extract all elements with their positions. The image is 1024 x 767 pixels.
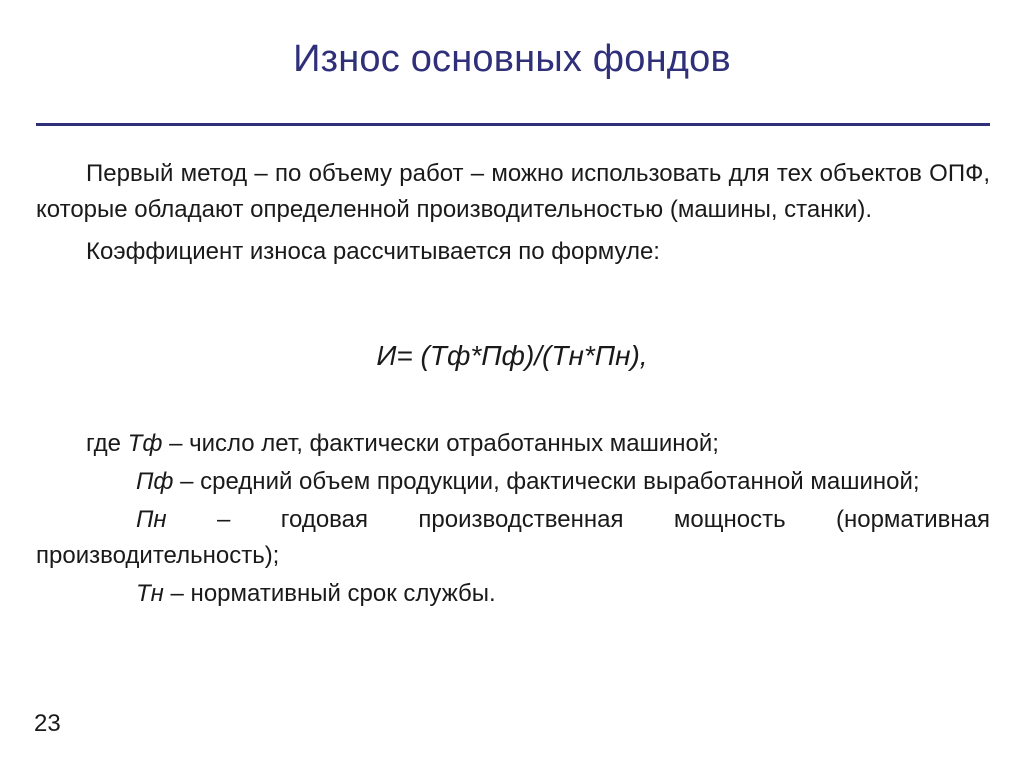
definition-symbol: Пф bbox=[136, 468, 174, 495]
definitions-list bbox=[36, 426, 990, 612]
definition-symbol: Тн bbox=[136, 580, 164, 607]
formula: И= (Тф*Пф)/(Тн*Пн), bbox=[376, 340, 648, 371]
page-number: 23 bbox=[34, 710, 61, 737]
title-divider bbox=[36, 123, 990, 126]
paragraph-formula-intro: Коэффициент износа рассчитывается по формуле: bbox=[86, 238, 660, 265]
definition-tn bbox=[36, 576, 990, 612]
definition-prefix: где bbox=[86, 430, 128, 457]
slide-title: Износ основных фондов bbox=[293, 38, 731, 80]
definition-pn bbox=[36, 502, 990, 574]
definition-symbol: Пн bbox=[136, 506, 167, 533]
definition-pf bbox=[36, 464, 990, 500]
definition-symbol: Тф bbox=[127, 430, 163, 457]
definition-text: – число лет, фактически отработанных машиной; bbox=[162, 430, 719, 457]
definition-text: – нормативный срок службы. bbox=[163, 580, 496, 607]
paragraph-method: Первый метод – по объему работ – можно использовать для тех объектов ОПФ, которые обладают определенной производительностью (машины, станки). bbox=[36, 160, 990, 223]
slide-body bbox=[36, 156, 990, 270]
definition-text: – средний объем продукции, фактически выработанной машиной; bbox=[173, 468, 920, 495]
definition-tf bbox=[36, 426, 990, 462]
definition-text: – годовая производственная мощность (нормативная производительность); bbox=[36, 506, 990, 569]
